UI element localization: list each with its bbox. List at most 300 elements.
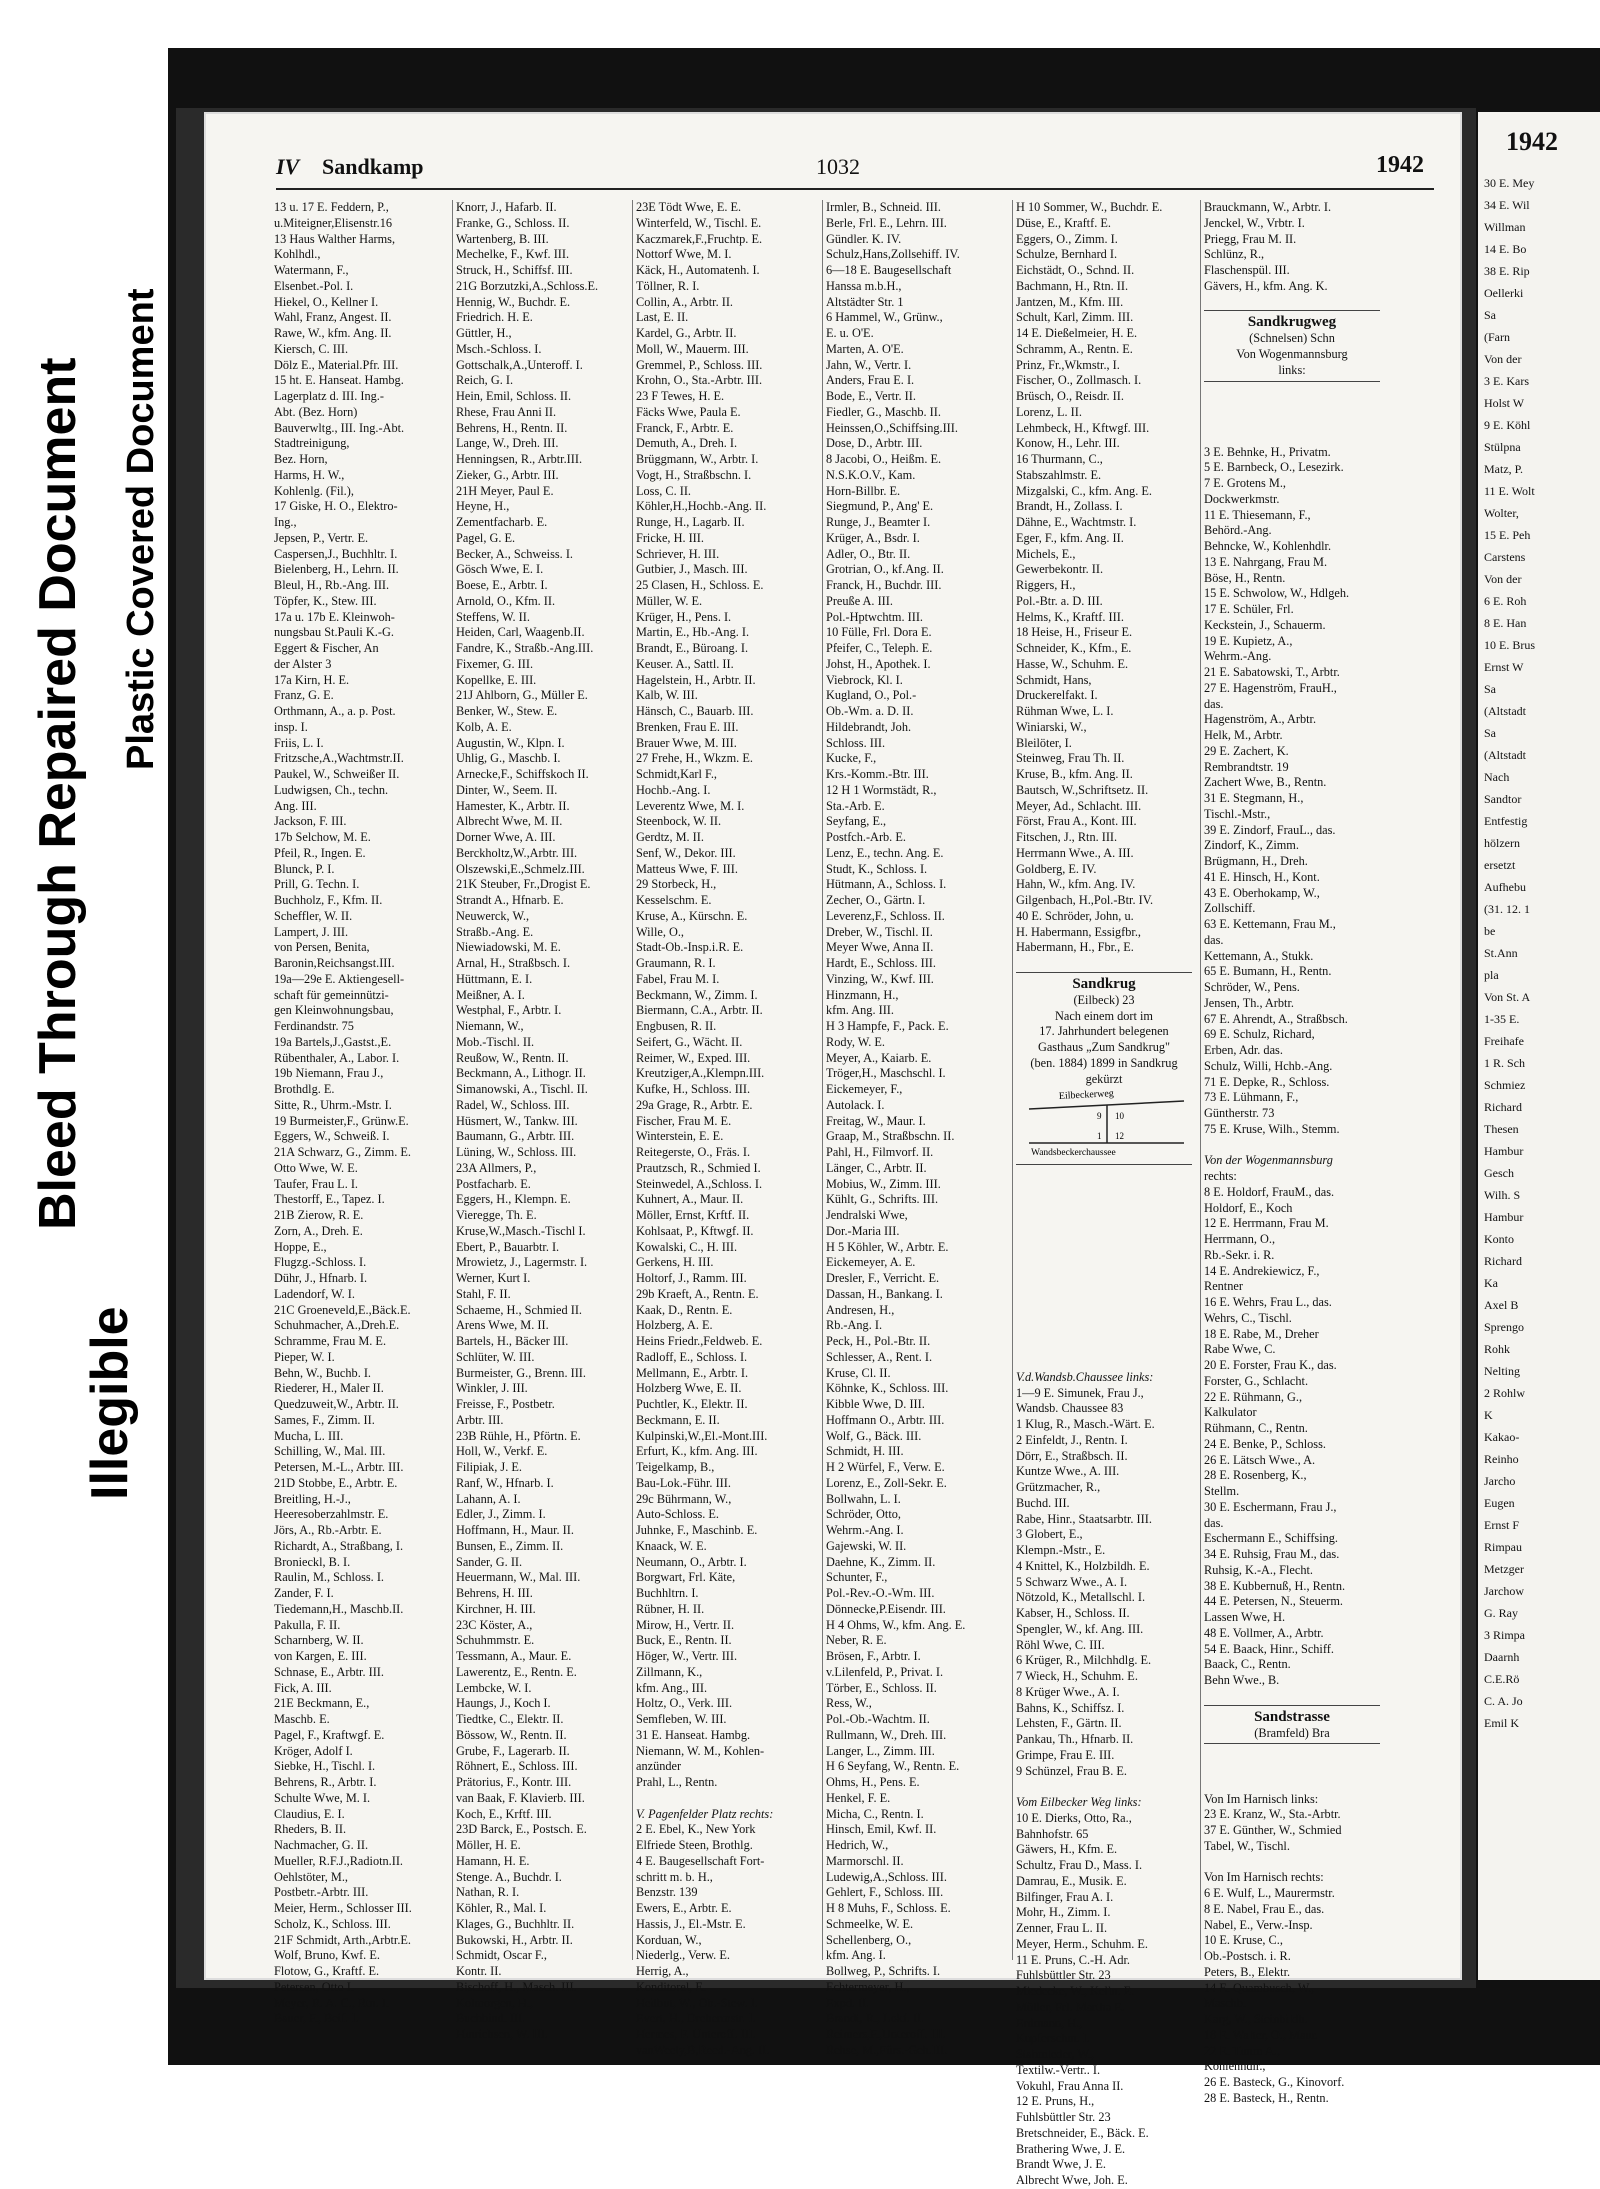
directory-entry: Prautzsch, R., Schmied I. [636,1160,761,1175]
directory-entry: Kirchner, H. III. [456,1601,536,1616]
directory-entry: Höger, W., Vertr. III. [636,1649,738,1663]
directory-entry: 23 E. Kranz, W., Sta.-Arbtr. [1204,1807,1341,1822]
column-5 [1016,200,1192,2189]
street-box-line: (ben. 1884) 1899 in Sandkrug [1030,1055,1178,1070]
directory-entry: Wolf, G., Bäck. III. [826,1428,922,1443]
directory-entry: Grube, F., Lagerarb. II. [456,1743,570,1758]
street-box-line: Von Wogenmannsburg [1236,347,1348,361]
directory-entry: Grimpe, Frau E. III. [1016,1747,1115,1762]
directory-entry: Lange, W., Dreh. III. [456,436,559,451]
directory-entry: Von Im Harnisch rechts: [1204,1870,1324,1885]
column-divider [1200,200,1201,1960]
directory-entry: 14 E. Dießelmeier, H. E. [1016,326,1138,340]
directory-entry: Michels, E., [1016,546,1076,561]
directory-entry: Postbetr.-Arbtr. III. [274,1885,369,1900]
directory-entry: Schmeelke, W. E. [826,1916,914,1931]
directory-entry: Steenbock, W. II. [636,814,722,829]
directory-entry: Eggers, O., Zimm. I. [1016,231,1118,246]
directory-entry: 27 E. Hagenström, FrauH., [1204,680,1337,695]
directory-entry: Schulz,Hans,Zollsehiff. IV. [826,247,960,262]
directory-entry: Hanssa m.b.H., [826,278,902,293]
directory-entry: Biermann, C.A., Arbtr. II. [636,1003,763,1018]
directory-entry: Koch, E., Krftf. III. [456,1806,552,1821]
directory-entry: Holzberg, A. E. [636,1318,713,1333]
directory-entry: Müller, W. E. [636,593,703,608]
directory-entry: Törber, E., Schloss. II. [826,1680,937,1695]
directory-entry: 8 Krüger Wwe., A. I. [1016,1684,1120,1699]
facing-page-line: Rimpau [1484,1540,1522,1554]
directory-entry: Knorr, J., Hafarb. II. [456,200,557,214]
directory-entry: Druckerelfakt. I. [1016,688,1098,703]
directory-entry: Rembrandtstr. 19 [1204,759,1289,774]
directory-entry: 4 E. Baugesellschaft Fort- [636,1853,765,1868]
directory-entry: Wille, O., [636,924,684,939]
directory-entry: Schuhmmstr. E. [456,1633,535,1648]
directory-entry: Lagerplatz d. III. Ing.- [274,389,384,403]
directory-entry: Kaak, D., Rentn. E. [636,1302,733,1317]
column-4 [826,200,1002,2059]
directory-entry: Rübner, H. II. [636,1601,705,1616]
directory-entry: Rübenthaler, A., Labor. I. [274,1050,400,1065]
directory-entry: Kopellke, E. III. [456,672,537,687]
directory-entry: Pol.-Hptwchtm. III. [826,609,923,624]
directory-entry: Collin, A., Arbtr. II. [636,294,734,309]
directory-entry: Hänsch, C., Bauarb. III. [636,704,754,718]
spacer [1016,1291,1192,1307]
directory-entry: Jendralski Wwe, [826,1208,908,1222]
directory-entry: Schnase, E., Arbtr. III. [274,1664,384,1679]
directory-entry: Kohlenhdlr., [1204,2059,1266,2074]
directory-entry: Gajewski, W. II. [826,1538,907,1553]
directory-entry: Kolmorgen, H., [456,1995,533,2010]
directory-entry: Haungs, J., Koch I. [456,1696,551,1711]
directory-entry: Hagenström, A., Arbtr. [1204,712,1317,727]
directory-entry: 22 E. Rühmann, G., [1204,1389,1303,1404]
directory-entry: Bielenberg, H., Lehrn. II. [274,562,399,577]
directory-entry: Radloff, E., Schloss. I. [636,1349,748,1364]
facing-page-fragment [1478,112,1600,1980]
directory-entry: Graumann, R. I. [636,956,716,970]
directory-entry: 8 E. Holdorf, FrauM., das. [1204,1184,1335,1199]
directory-entry: Behn Wwe., B. [1204,1673,1280,1687]
spacer [1016,1338,1192,1354]
directory-entry: Korduan, W., [636,1932,702,1947]
directory-entry: Kröger, Adolf I. [274,1743,353,1758]
directory-entry: Erben, Adr. das. [1204,1043,1283,1057]
directory-entry: 6 E. Wulf, L., Maurermstr. [1204,1886,1335,1900]
directory-entry: Freitag, W., Maur. I. [826,1113,926,1128]
directory-entry: Puchtler, K., Elektr. II. [636,1397,748,1411]
directory-entry: Flugzg.-Schloss. I. [274,1255,367,1270]
directory-entry: 29c Bührmann, W., [636,1491,732,1506]
directory-entry: Lembcke, W. I. [456,1680,532,1695]
directory-entry: H 10 Sommer, W., Buchdr. E. [1016,200,1163,214]
facing-page-line: 38 E. Rip [1484,264,1530,278]
directory-entry: Peck, H., Pol.-Btr. II. [826,1334,931,1348]
column-3 [636,200,812,2059]
directory-entry: Kardel, G., Arbtr. II. [636,326,737,340]
spacer [1016,1244,1192,1260]
directory-entry: Petersen, M.-L., Arbtr. III. [274,1460,404,1474]
directory-entry: Leverentz Wwe, M. I. [636,798,745,813]
directory-entry: Bautsch, W.,Schriftsetz. II. [1016,782,1149,797]
directory-entry: Töllner, R. I. [636,278,700,293]
directory-entry: Behncke, W., Kohlenhdlr. [1204,539,1332,553]
directory-entry: Kruse, Cl. II. [826,1365,891,1380]
directory-entry: Lahann, A. I. [456,1491,521,1506]
directory-entry: Ohms, H., Pens. E. [826,1775,920,1789]
facing-page-line: 1-35 E. [1484,1012,1520,1026]
directory-entry: Schunter, F., [826,1570,888,1585]
directory-entry: 7 E. Grotens M., [1204,476,1286,490]
directory-entry: Pahl, H., Filmvorf. II. [826,1145,934,1159]
facing-page-line: 10 E. Brus [1484,638,1535,652]
directory-entry: Stabszahlmstr. E. [1016,467,1102,482]
directory-entry: Stadt-Ob.-Insp.i.R. E. [636,940,744,955]
directory-entry: Zorn, A., Dreh. E. [274,1223,363,1238]
directory-entry: Studt, K., Schloss. I. [826,861,928,876]
directory-entry: Langer, L., Zimm. III. [826,1743,935,1758]
directory-entry: Simanowski, A., Tischl. II. [456,1082,588,1096]
directory-entry: Mob.-Tischl. II. [456,1034,535,1049]
directory-entry: Schmidt, Oscar F., [456,1948,547,1963]
directory-entry: 37 E. Günther, W., Schmied [1204,1823,1342,1837]
directory-entry: Elsenbet.-Pol. I. [274,278,354,293]
directory-entry: Eichstädt, O., Schnd. II. [1016,263,1135,277]
directory-entry: 40 E. Schröder, John, u. [1016,908,1134,923]
directory-entry: 23A Allmers, P., [456,1160,537,1175]
directory-entry: kfm. Ang. III. [826,1003,894,1018]
directory-entry: Olszewski,E.,Schmelz.III. [456,861,585,876]
directory-entry: Reimers,F.,Unteroff. III. [826,2027,946,2041]
directory-entry: Köhler, R., Mal. I. [456,1901,547,1915]
directory-entry: Maschb. [1204,1996,1247,2011]
map-house-number: 1 [1097,1131,1102,1142]
directory-entry: Güttler, H., [456,326,512,340]
spacer [1016,1197,1192,1213]
directory-entry: Sames, F., Zimm. II. [274,1412,375,1427]
directory-entry: Hochb.-Ang. I. [636,782,711,797]
directory-entry: Graap, M., Straßbschn. II. [826,1129,955,1144]
directory-entry: Schulze, Bernhard I. [1016,247,1118,262]
directory-entry: Struck, H., Schiffsf. III. [456,263,573,277]
directory-entry: Köhnke, K., Schloss. III. [826,1381,949,1396]
directory-entry: Schaeme, H., Schmied II. [456,1302,583,1317]
directory-entry: Albrecht Wwe, M. II. [456,814,563,829]
directory-entry: 17a Kirn, H. E. [274,672,350,687]
directory-entry: Rühman Wwe, L. I. [1016,704,1114,718]
directory-entry: Fischer, Frau M. E. [636,1113,732,1128]
directory-entry: Dreber, W., Tischl. II. [826,924,933,939]
directory-entry: u.Miteigner,Elisenstr.16 [274,215,393,230]
directory-entry: Von der Wogenmannsburg [1204,1153,1333,1168]
directory-entry: Dassan, H., Bankang. I. [826,1286,943,1301]
directory-entry: gen Kleinwohnungsbau, [274,1003,394,1018]
directory-entry: Wolf, Bruno, Kwf. E. [274,1948,380,1963]
directory-entry: Kohlhdl., [274,247,321,262]
spacer [636,1791,812,1807]
directory-entry: Kabser, H., Schloss. II. [1016,1606,1130,1620]
directory-entry: Pagel, G. E. [456,530,516,545]
directory-entry: Ing., [274,515,297,529]
directory-entry: Kalb, W. III. [636,688,698,703]
directory-entry: Dühr, J., Hfnarb. I. [274,1271,368,1285]
map-house-number: 10 [1115,1111,1124,1122]
directory-entry: Runge, H., Lagarb. II. [636,515,745,529]
directory-entry: Franz, G. E. [274,688,334,703]
directory-entry: Stahmleder, W., [1016,2047,1095,2061]
directory-entry: Augustin, W., Klpn. I. [456,735,565,750]
directory-entry: Fäcks Wwe, Paula E. [636,404,741,419]
directory-entry: Bode, E., Vertr. II. [826,389,916,403]
column-divider [632,200,633,1960]
directory-entry: Strandt A., Hfnarb. E. [456,893,564,907]
directory-entry: Peters, B., Elektr. [1204,1964,1291,1979]
street-heading: Sandkamp [322,154,424,179]
directory-entry: Heiden, Carl, Waagenb.II. [456,625,585,640]
directory-entry: Eggers, W., Schweiß. I. [274,1129,390,1144]
directory-entry: 21D Stobbe, E., Arbtr. E. [274,1475,398,1490]
directory-entry: Seyfang, E., [826,814,887,829]
directory-entry: Siebke, H., Tischl. I. [274,1759,376,1774]
directory-entry: Ferdinandstr. 75 [274,1019,354,1033]
directory-entry: Gremmel, P., Schloss. III. [636,357,763,372]
directory-entry: Behn, W., Buchb. I. [274,1365,372,1380]
directory-entry: Caspersen,J., Buchhltr. I. [274,546,398,561]
directory-entry: Teigelkamp, B., [636,1460,715,1474]
directory-entry: Evert, H., Drehermstr. I. [636,2011,756,2026]
directory-entry: Kühlt, G., Schrifts. III. [826,1192,939,1207]
directory-entry: Nachmacher, G. II. [274,1838,369,1852]
directory-entry: Schloss. III. [826,735,886,750]
directory-entry: Prätorius, F., Kontr. III. [456,1775,572,1789]
directory-entry: 6—18 E. Baugesellschaft [826,263,952,277]
facing-page-line: Holst W [1484,396,1525,410]
directory-entry: 25 Clasen, H., Schloss. E. [636,578,764,592]
directory-entry: Daehne, K., Zimm. II. [826,1554,936,1569]
facing-page-line: Ernst W [1484,660,1524,674]
directory-entry: Brügmann, H., Dreh. [1204,854,1308,868]
directory-entry: H. Habermann, Essigfbr., [1016,924,1141,939]
directory-entry: Hennig, W., Buchdr. E. [456,294,571,309]
directory-entry: Bachmann, H., Rtn. II. [1016,278,1129,293]
directory-entry: 73 E. Lühmann, F., [1204,1090,1299,1105]
directory-entry: Meyer, A., Kaiarb. E. [826,1050,932,1065]
directory-entry: Herrmann Wwe., A. III. [1016,845,1134,860]
directory-entry: Semfleben, W. III. [636,1712,727,1726]
spacer [1016,956,1192,972]
directory-entry: Ang. III. [274,798,317,813]
facing-page-line: Aufhebu [1484,880,1526,894]
directory-entry: Helk, M., Arbtr. [1204,728,1283,742]
directory-entry: Mohr, H., Zimm. I. [1016,1905,1111,1920]
directory-entry: Siegmund, P., Ang' E. [826,499,934,514]
facing-page-line: G. Ray [1484,1606,1518,1620]
directory-entry: Brandt, E., Büroang. I. [636,641,749,655]
directory-entry: Flotow, G., Kraftf. E. [274,1964,380,1978]
directory-entry: Scholz, K., Schloss. III. [274,1916,391,1931]
directory-entry: Pol.-Rev.-O.-Wm. III. [826,1586,935,1600]
directory-entry: Schellenberg, O., [826,1932,912,1947]
directory-entry: Herrig, A., [636,1964,689,1978]
directory-entry: 21G Borzutzki,A.,Schloss.E. [456,278,599,293]
facing-page-line: 1 R. Sch [1484,1056,1526,1070]
facing-page-line: 8 E. Han [1484,616,1527,630]
directory-entry: Holdorf, E., Koch [1204,1200,1293,1215]
facing-page-line: 2 Rohlw [1484,1386,1526,1400]
map-road-label: Wandsbeckerchaussee [1031,1148,1116,1158]
spacer [1016,1228,1192,1244]
directory-entry: 26 E. Basteck, G., Kinovorf. [1204,2075,1345,2089]
directory-entry: 16 Thurmann, C., [1016,452,1103,466]
location-sketch-map [1019,1087,1189,1157]
facing-page-line: (Altstadt [1484,704,1526,718]
directory-entry: Micha, C., Rentn. I. [826,1806,924,1821]
directory-entry: 19 E. Kupietz, A., [1204,633,1293,648]
directory-entry: Henkel, F. E. [826,1790,891,1805]
directory-entry: Keuser. A., Sattl. II. [636,656,734,671]
directory-entry: Krüger, A., Bsdr. I. [826,530,920,545]
directory-entry: 11 E. Pruns, C.-H. Adr. [1016,1952,1130,1967]
directory-entry: Henningsen, R., Arbtr.III. [456,452,583,466]
column-divider [452,200,453,1960]
directory-entry: Brüsch, O., Reisdr. II. [1016,389,1124,403]
directory-entry: 69 E. Schulz, Richard, [1204,1027,1315,1042]
directory-entry: Holl, W., Verkf. E. [456,1444,548,1459]
directory-entry: 21F Schmidt, Arth.,Arbtr.E. [274,1932,411,1947]
directory-entry: Buck, E., Rentn. II. [636,1633,732,1648]
directory-entry: 7 Wieck, H., Schuhm. E. [1016,1669,1138,1683]
directory-entry: Brothdlg. E. [274,1082,335,1096]
directory-entry: Tiedemann,H., Maschb.II. [274,1601,404,1616]
directory-entry: Zieker, G., Arbtr. III. [456,467,559,482]
street-box-district: (Eilbeck) 23 [1073,992,1135,1007]
facing-page-line: Matz, P. [1484,462,1523,476]
directory-entry: Winiarski, W., [1016,719,1087,734]
directory-entry: Hoffmann O., Arbtr. III. [826,1412,945,1427]
directory-entry: Kohlenlg. (Fil.), [274,483,354,498]
directory-entry: Scharnberg, W. II. [274,1633,364,1648]
directory-entry: Möller, Ernst, Krftf. II. [636,1208,750,1222]
directory-entry: Bahnhofstr. 65 [1016,1826,1089,1841]
directory-entry: Ranf, W., Hfnarb. I. [456,1475,554,1490]
directory-entry: Expd. II. [826,1995,870,2010]
directory-entry: V. Pagenfelder Platz rechts: [636,1806,774,1821]
facing-page-line: pla [1484,968,1499,982]
directory-entry: Werner, Kurt I. [456,1271,531,1285]
directory-entry: Bollwahn, L. I. [826,1491,901,1506]
directory-entry: Wahl, Franz, Angest. II. [274,310,392,325]
directory-entry: Seifert, G., Wächt. II. [636,1034,743,1049]
directory-entry: Beckmann, A., Lithogr. II. [456,1066,586,1081]
directory-entry: 2 E. Ebel, K., New York [636,1822,756,1837]
directory-entry: schaft für gemeinnützi- [274,987,389,1002]
facing-page-line: St.Ann [1484,946,1518,960]
spacer [1016,1779,1192,1795]
directory-entry: 12 E. Herrmann, Frau M. [1204,1216,1329,1231]
directory-entry: Pakulla, F. II. [274,1617,341,1632]
directory-entry: Mechelke, F., Kwf. III. [456,247,570,262]
directory-entry: 21K Steuber, Fr.,Drogist E. [456,877,591,892]
facing-page-line: Axel B [1484,1298,1519,1312]
directory-entry: Richardt, A., Straßbang, I. [274,1538,404,1553]
directory-entry: Forster, G., Schlacht. [1204,1373,1309,1388]
directory-entry: Straßb.-Ang. E. [456,924,534,939]
directory-entry: Beckmann, W., Zimm. I. [636,987,758,1002]
directory-entry: Marmorschl. II. [826,1853,904,1868]
spacer [1204,1760,1380,1776]
directory-entry: Sitte, R., Uhrm.-Mstr. I. [274,1097,392,1112]
directory-entry: v.Lilenfeld, P., Privat. I. [826,1664,944,1679]
directory-entry: Mellmann, E., Arbtr. I. [636,1365,749,1380]
map-house-number: 12 [1115,1131,1124,1142]
directory-entry: Fiedler, G., Maschb. II. [826,404,941,419]
directory-entry: Rentner [1204,1279,1243,1294]
directory-entry: Buchbind. III. [456,2011,526,2026]
directory-entry: Schriever, H. III. [636,546,720,561]
spacer [1016,1212,1192,1228]
directory-entry: 29a Grage, R., Arbtr. E. [636,1097,753,1112]
directory-entry: Stadtreinigung, [274,436,350,451]
directory-entry: Otto Wwe, W. E. [274,1160,358,1175]
directory-entry: Erfurt, K., kfm. Ang. III. [636,1444,758,1459]
directory-entry: Freisse, F., Postbetr. [456,1397,555,1411]
facing-page-line: Kakao- [1484,1430,1520,1444]
column-divider [1012,200,1013,1960]
directory-entry: Behörd.-Ang. [1204,523,1272,538]
directory-entry: 31 E. Hanseat. Hambg. [636,1727,751,1742]
facing-page-line: Hambur [1484,1144,1524,1158]
facing-page-line: Sa [1484,308,1496,322]
directory-entry: 23B Rühle, H., Pförtn. E. [456,1428,581,1443]
directory-entry: Damrau, E., Musik. E. [1016,1873,1127,1888]
facing-page-line: Richard [1484,1100,1522,1114]
directory-entry: Ladendorf, W. I. [274,1286,355,1301]
directory-entry: 31 E. Stegmann, H., [1204,791,1304,805]
illegible-label: Illegible [81,1306,139,1500]
directory-entry: Jörs, A., Rb.-Arbtr. E. [274,1523,382,1537]
facing-page-line: 3 Rimpa [1484,1628,1525,1642]
directory-entry: Mirow, H., Vertr. II. [636,1617,735,1632]
directory-entry: 21J Ahlborn, G., Müller E. [456,688,588,703]
directory-entry: Helms, K., Kraftf. III. [1016,609,1124,624]
directory-entry: 1—9 E. Simunek, Frau J., [1016,1385,1144,1400]
facing-page-line: Freihafe [1484,1034,1524,1048]
directory-entry: Töpfer, K., Stew. III. [274,593,377,608]
directory-entry: Jenckel, W., Vrbtr. I. [1204,215,1305,230]
directory-entry: Brandt, H., Zollass. I. [1016,499,1123,514]
running-header [276,148,1434,190]
directory-entry: 10 E. Dierks, Otto, Ra., [1016,1810,1132,1825]
directory-entry: Grützmacher, R., [1016,1480,1101,1494]
directory-entry: 14 E. Quambusch, W., [1204,1980,1315,1995]
directory-entry: 71 E. Depke, R., Schloss. [1204,1074,1330,1089]
directory-entry: Heinssen,O.,Schiffsing.III. [826,420,958,435]
directory-entry: Uhlig, G., Maschb. I. [456,751,561,766]
directory-entry: Wandsb. Chaussee 83 [1016,1401,1124,1416]
facing-page-line: Rohk [1484,1342,1511,1356]
directory-entry: Autolack. I. [826,1097,885,1112]
directory-entry: Rheders, B. II. [274,1822,347,1837]
directory-entry: 39 E. Zindorf, FrauL., das. [1204,822,1336,837]
directory-entry: Viebrock, Kl. I. [826,672,903,687]
spacer [1204,1744,1380,1760]
spacer [1204,413,1380,429]
directory-entry: V.d.Wandsb.Chaussee links: [1016,1369,1154,1384]
directory-entry: 10 Fülle, Frl. Dora E. [826,625,932,640]
directory-entry: Oehlstöter, M., [274,1869,348,1884]
directory-entry: Vom Eilbecker Weg links: [1016,1795,1142,1809]
